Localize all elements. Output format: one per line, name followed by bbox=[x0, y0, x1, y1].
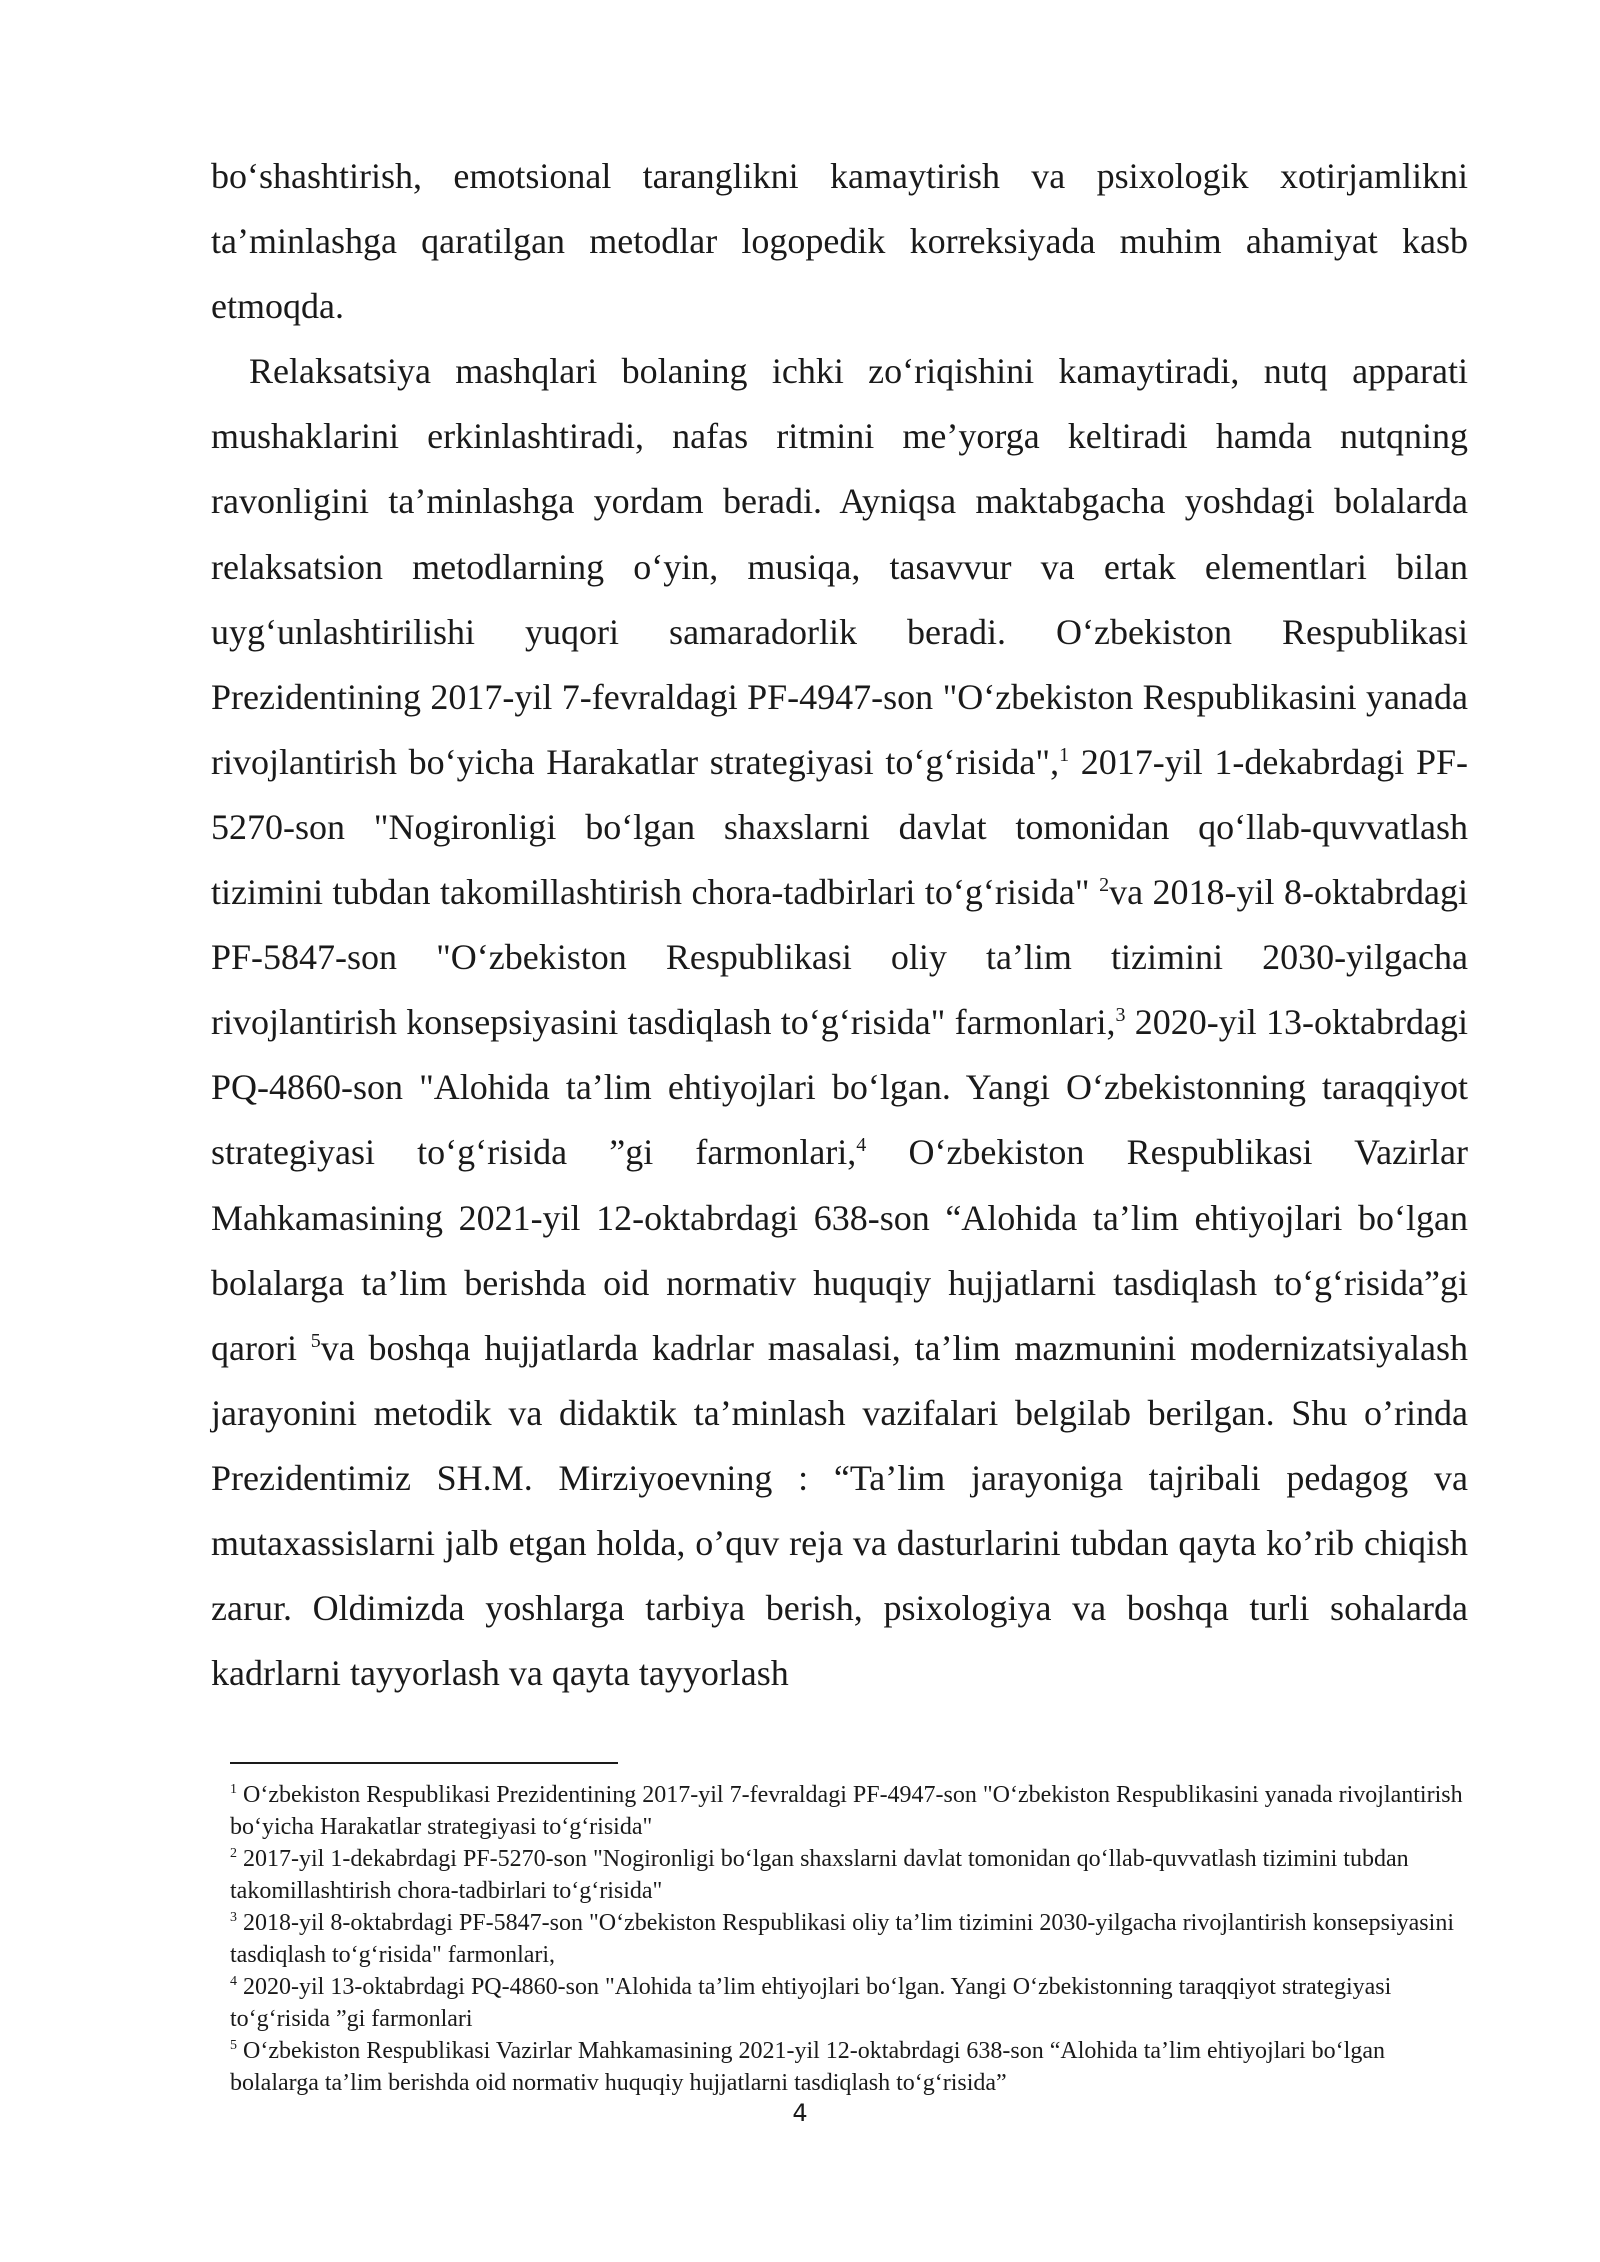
paragraph-text-segment: Relaksatsiya mashqlari bolaning ichki zo‘riqishini kamaytiradi, nutq apparati mushaklarini erkinlashtiradi, nafas ritmini me’yorga keltiradi hamda nutqning ravonligini ta’minlashga yordam beradi. Ayniqsa maktabgacha yoshdagi bolalarda relaksatsion metodlarning o‘yin, musiqa, tasavvur va ertak elementlari bilan uyg‘unlashtirilishi yuqori samaradorlik beradi. O‘zbekiston Respublikasi Prezidentining 2017-yil 7-fevraldagi PF-4947-son "O‘zbekiston Respublikasini yanada rivojlantirish bo‘yicha Harakatlar strategiyasi to‘g‘risida", bbox=[211, 351, 1468, 782]
footnote-ref-4[interactable]: 4 bbox=[856, 1134, 867, 1157]
paragraph-text-segment: 2017-yil 1-dekabrdagi PF-5270-son "Nogironligi bo‘lgan shaxslarni davlat tomonidan qo‘llab-quvvatlash tizimini tubdan takomillashtirish chora-tadbirlari to‘g‘risida" bbox=[211, 741, 1469, 913]
footnote-separator bbox=[230, 1762, 618, 1764]
footnote-number: 5 bbox=[230, 2038, 237, 2053]
footnote-number: 4 bbox=[230, 1974, 237, 1989]
footnote-number: 2 bbox=[230, 1846, 237, 1861]
footnote-number: 1 bbox=[230, 1782, 237, 1797]
footnote-text: O‘zbekiston Respublikasi Prezidentining 2017-yil 7-fevraldagi PF-4947-son "O‘zbekiston Respublikasini yanada rivojlantirish bo‘yicha Harakatlar strategiyasi to‘g‘risida" bbox=[230, 1782, 1463, 1840]
paragraph-relaksatsiya bbox=[211, 339, 1468, 1706]
footnote-1 bbox=[230, 1779, 1470, 1843]
footnote-3 bbox=[230, 1907, 1470, 1971]
footnote-text: 2017-yil 1-dekabrdagi PF-5270-son "Nogironligi bo‘lgan shaxslarni davlat tomonidan qo‘llab-quvvatlash tizimini tubdan takomillashtirish chora-tadbirlari to‘g‘risida" bbox=[230, 1846, 1409, 1904]
footnote-text: 2020-yil 13-oktabrdagi PQ-4860-son "Alohida ta’lim ehtiyojlari bo‘lgan. Yangi O‘zbekistonning taraqqiyot strategiyasi to‘g‘risida ”gi farmonlari bbox=[230, 1974, 1392, 2032]
paragraph-text-segment: va boshqa hujjatlarda kadrlar masalasi, ta’lim mazmunini modernizatsiyalash jarayonini metodik va didaktik ta’minlash vazifalari belgilab berilgan. Shu o’rinda Prezidentimiz SH.M. Mirziyoevning : “Ta’lim jarayoniga tajribali pedagog va mutaxassislarni jalb etgan holda, o’quv reja va dasturlarini tubdan qayta ko’rib chiqish zarur. Oldimizda yoshlarga tarbiya berish, psixologiya va boshqa turli sohalarda kadrlarni tayyorlash va qayta tayyorlash bbox=[211, 1327, 1468, 1694]
footnote-ref-2[interactable]: 2 bbox=[1099, 874, 1110, 897]
paragraph-text-segment: va 2018-yil 8-oktabrdagi PF-5847-son "O‘zbekiston Respublikasi oliy ta’lim tizimini 2030-yilgacha rivojlantirish konsepsiyasini tasdiqlash to‘g‘risida" farmonlari, bbox=[211, 872, 1468, 1043]
page-number: 4 bbox=[792, 2099, 808, 2127]
footnote-text: O‘zbekiston Respublikasi Vazirlar Mahkamasining 2021-yil 12-oktabrdagi 638-son “Alohida ta’lim ehtiyojlari bo‘lgan bolalarga ta’lim berishda oid normativ huquqiy hujjatlarni tasdiqlash to‘g‘risida” bbox=[230, 2038, 1385, 2096]
body-text bbox=[211, 144, 1468, 1706]
footnote-5 bbox=[230, 2035, 1470, 2099]
footnote-4 bbox=[230, 1971, 1470, 2035]
paragraph-text-segment: 2020-yil 13-oktabrdagi PQ-4860-son "Alohida ta’lim ehtiyojlari bo‘lgan. Yangi O‘zbekistonning taraqqiyot strategiyasi to‘g‘risida ”gi farmonlari, bbox=[211, 1002, 1468, 1173]
paragraph-continuation: bo‘shashtirish, emotsional taranglikni kamaytirish va psixologik xotirjamlikni ta’minlashga qaratilgan metodlar logopedik korreksiyada muhim ahamiyat kasb etmoqda. bbox=[211, 156, 1468, 327]
footnote-ref-5[interactable]: 5 bbox=[310, 1329, 321, 1352]
footnotes bbox=[230, 1779, 1470, 2099]
footnote-2 bbox=[230, 1843, 1470, 1907]
paragraph-text-segment: O‘zbekiston Respublikasi Vazirlar Mahkamasining 2021-yil 12-oktabrdagi 638-son “Alohida ta’lim ehtiyojlari bo‘lgan bolalarga ta’lim berishda oid normativ huquqiy hujjatlarni tasdiqlash to‘g‘risida”gi qarori bbox=[211, 1132, 1468, 1368]
footnote-ref-1[interactable]: 1 bbox=[1059, 743, 1070, 766]
footnote-number: 3 bbox=[230, 1910, 237, 1925]
footnote-text: 2018-yil 8-oktabrdagi PF-5847-son "O‘zbekiston Respublikasi oliy ta’lim tizimini 2030-yilgacha rivojlantirish konsepsiyasini tasdiqlash to‘g‘risida" farmonlari, bbox=[230, 1910, 1454, 1968]
footnote-ref-3[interactable]: 3 bbox=[1115, 1004, 1126, 1027]
